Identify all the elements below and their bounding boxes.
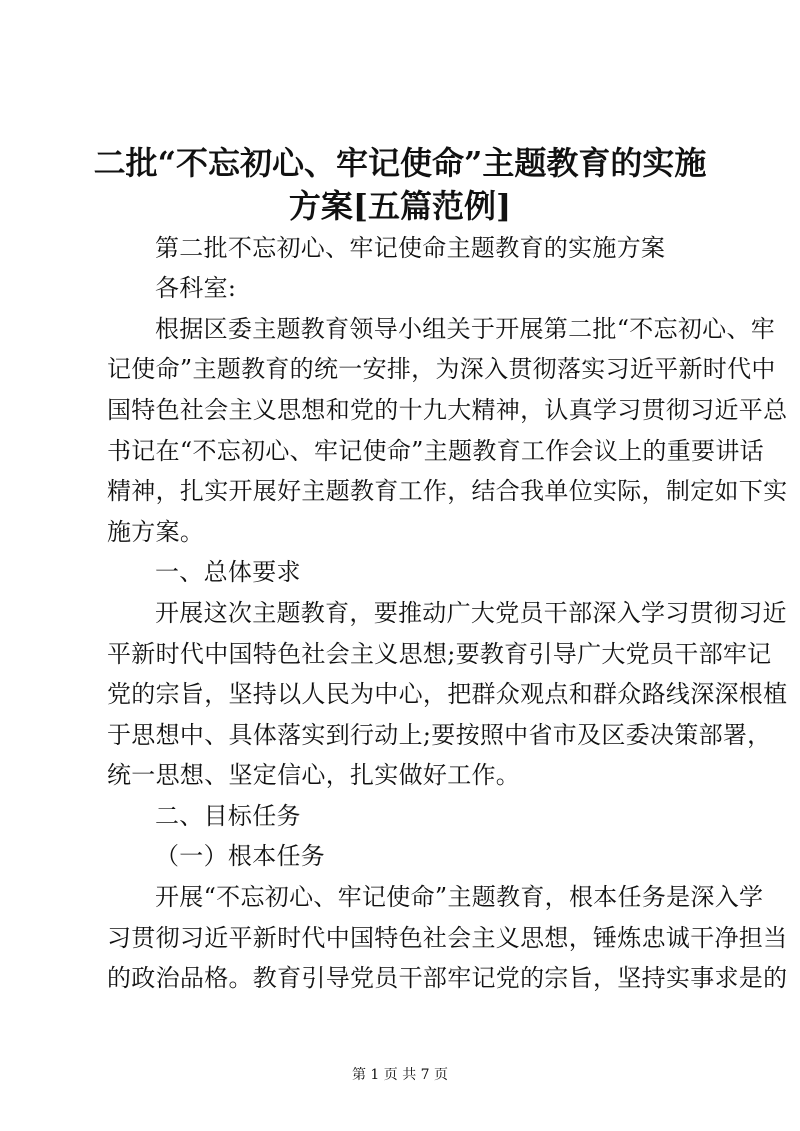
- body-line: 开展这次主题教育，要推动广大党员干部深入学习贯彻习近: [155, 599, 787, 627]
- body-line: 国特色社会主义思想和党的十九大精神，认真学习贯彻习近平总: [107, 396, 788, 424]
- section-heading: 二、目标任务: [155, 802, 301, 830]
- body-line: 精神，扎实开展好主题教育工作，结合我单位实际，制定如下实: [107, 477, 788, 505]
- subsection-heading: （一）根本任务: [155, 842, 326, 870]
- body-line: 书记在“不忘初心、牢记使命”主题教育工作会议上的重要讲话: [107, 437, 764, 465]
- body-line: 党的宗旨，坚持以人民为中心，把群众观点和群众路线深深根植: [107, 680, 788, 708]
- page-footer: 第 1 页 共 7 页: [351, 1067, 449, 1083]
- body-line: 施方案。: [107, 518, 205, 546]
- body-line: 于思想中、具体落实到行动上;要按照中省市及区委决策部署，: [107, 721, 772, 749]
- body-line: 统一思想、坚定信心，扎实做好工作。: [107, 761, 521, 789]
- subtitle-line: 第二批不忘初心、牢记使命主题教育的实施方案: [155, 234, 666, 262]
- body-line: 开展“不忘初心、牢记使命”主题教育，根本任务是深入学: [155, 883, 764, 911]
- body-line: 习贯彻习近平新时代中国特色社会主义思想，锤炼忠诚干净担当: [107, 924, 788, 952]
- body-line: 根据区委主题教育领导小组关于开展第二批“不忘初心、牢: [155, 315, 776, 343]
- document-title-line-2: 方案[五篇范例]: [288, 187, 512, 225]
- salutation-line: 各科室:: [155, 274, 237, 302]
- body-line: 平新时代中国特色社会主义思想;要教育引导广大党员干部牢记: [107, 640, 772, 668]
- section-heading: 一、总体要求: [155, 558, 301, 586]
- body-line: 的政治品格。教育引导党员干部牢记党的宗旨，坚持实事求是的: [107, 964, 788, 992]
- document-title-line-1: 二批“不忘初心、牢记使命”主题教育的实施: [93, 144, 707, 182]
- body-line: 记使命”主题教育的统一安排，为深入贯彻落实习近平新时代中: [107, 355, 776, 383]
